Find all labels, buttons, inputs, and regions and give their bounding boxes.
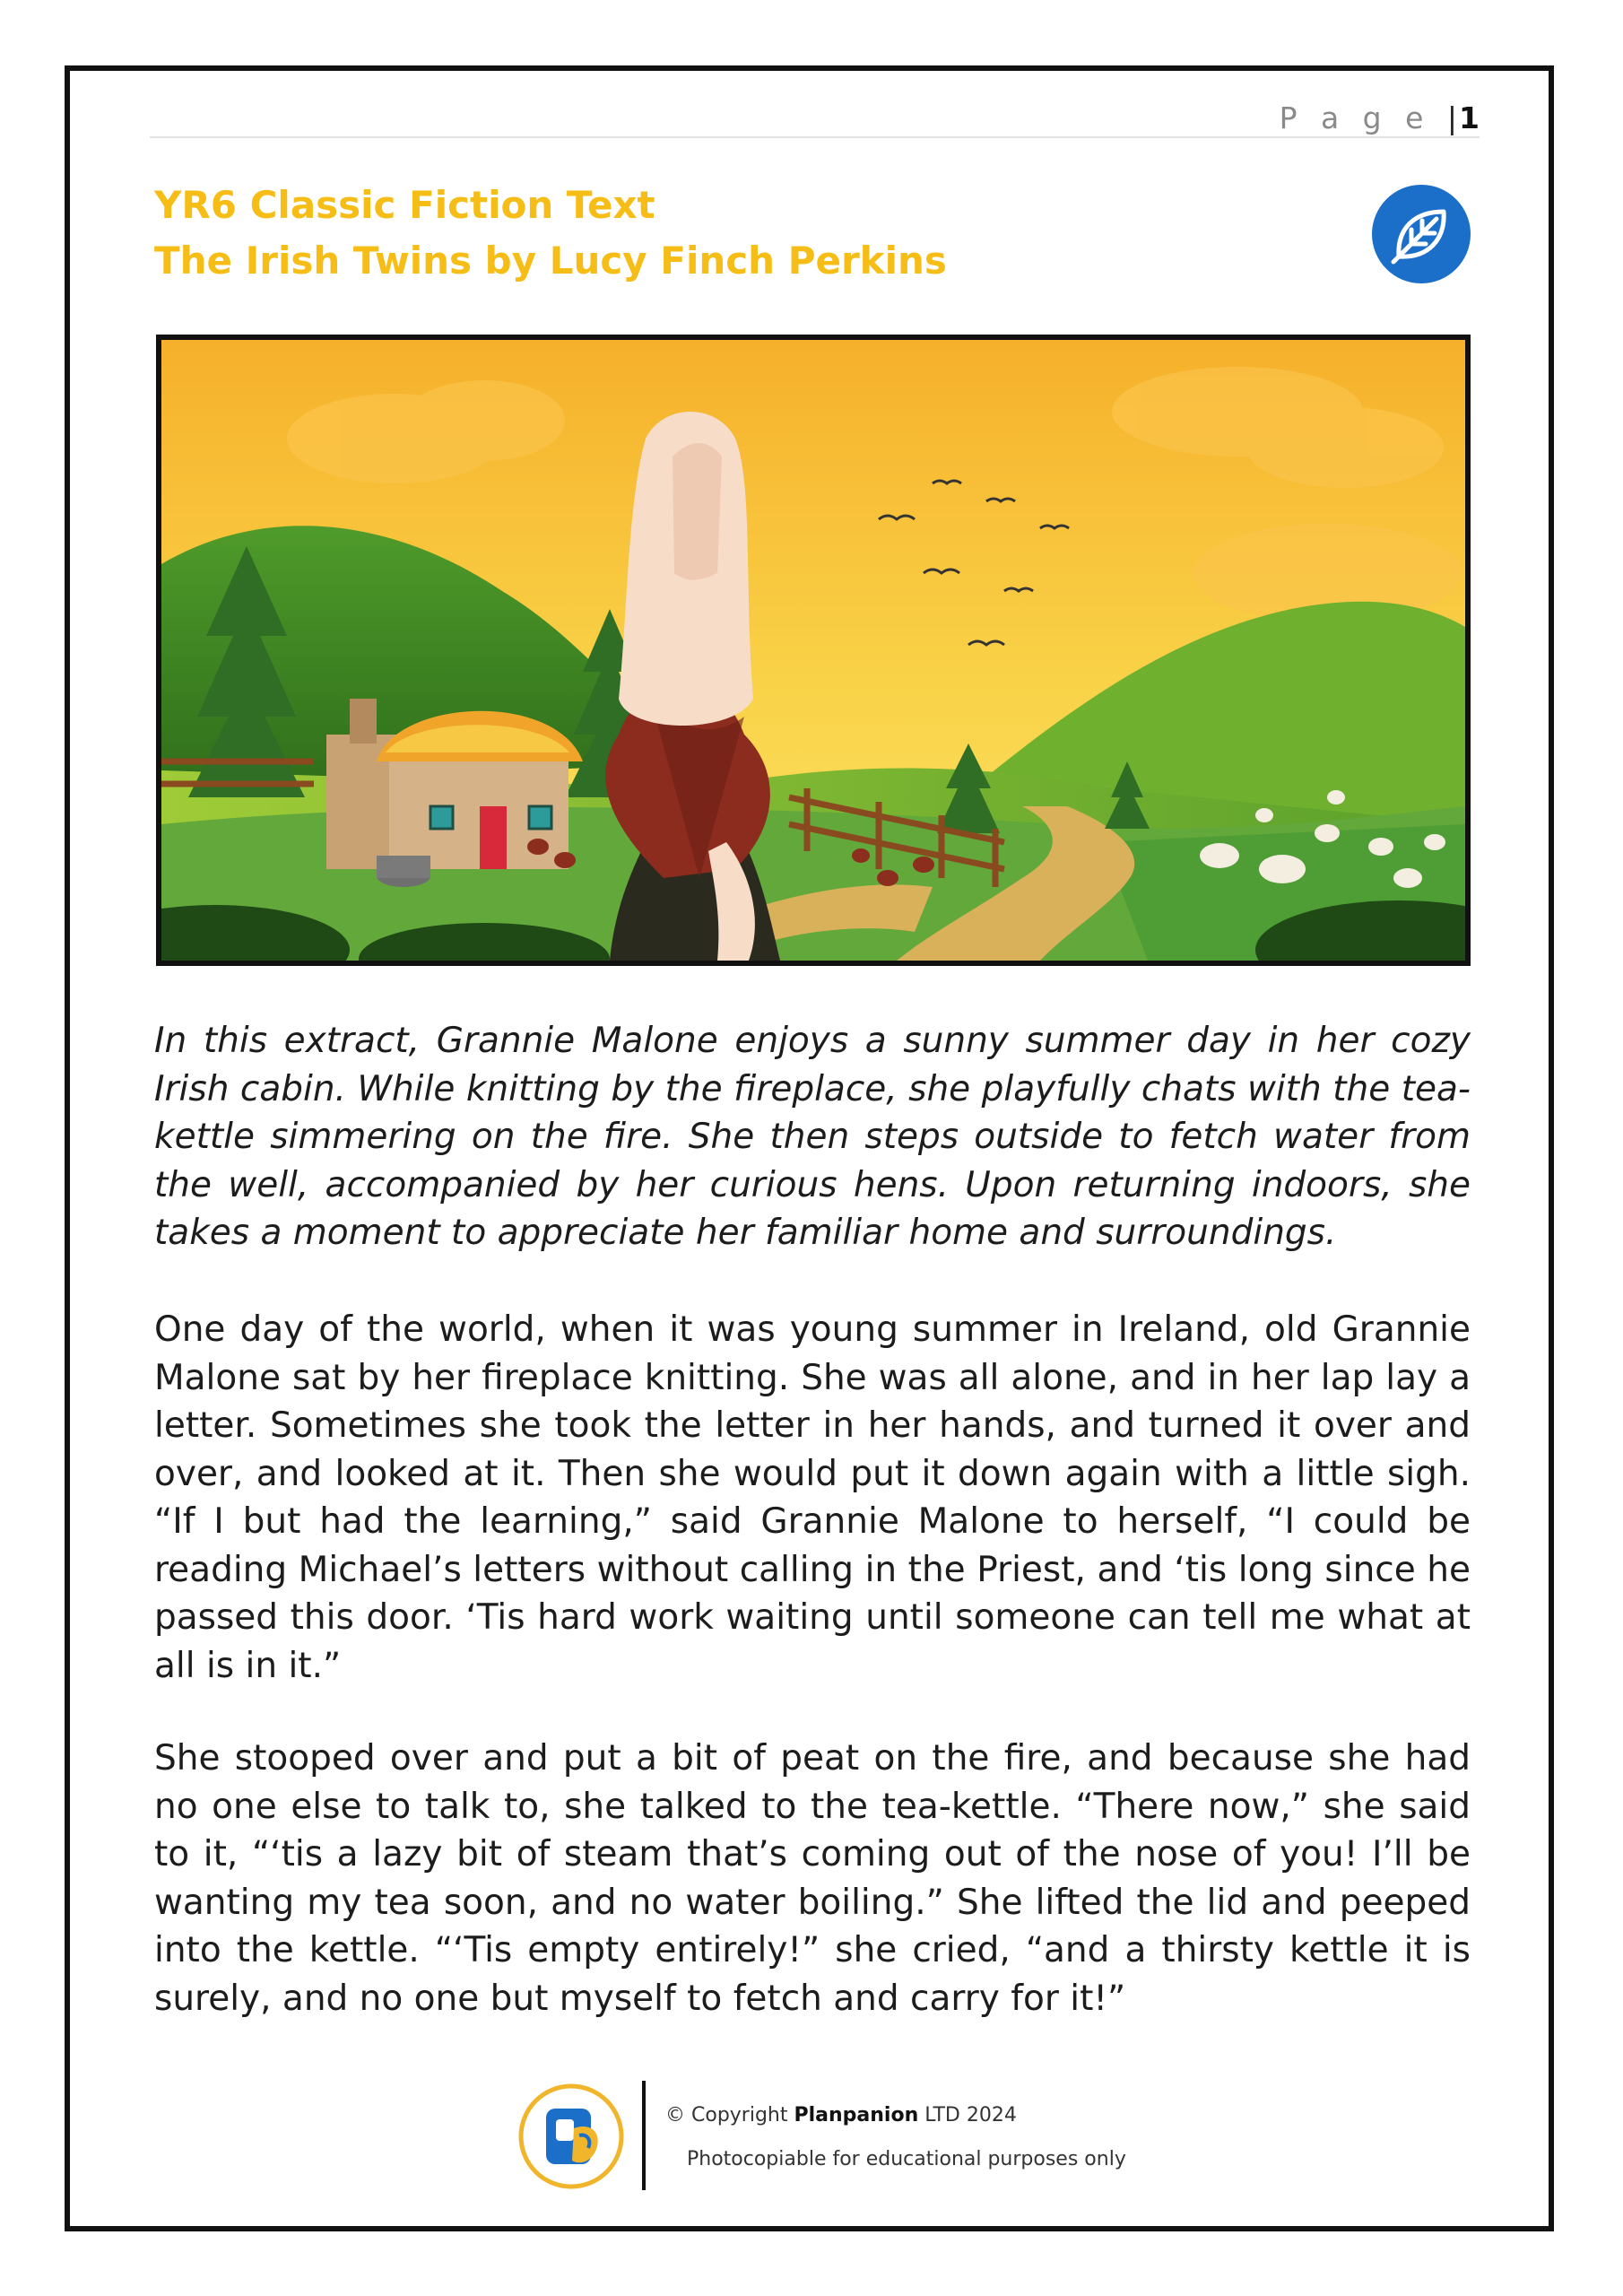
- title-line-2: The Irish Twins by Lucy Finch Perkins: [154, 239, 947, 283]
- page-title: [154, 178, 947, 289]
- paragraph-1: One day of the world, when it was young summer in Ireland, old Grannie Malone sat by her fireplace knitting. She was all alone, and in her lap lay a letter. Sometimes she took the letter in her hands, and turned it over and over, and looked at it. Then she would put it down again with a little sigh. “If I but had the learning,” said Grannie Malone to herself, “I could be reading Michael’s letters without calling in the Priest, and ‘tis long since he passed this door. ‘Tis hard work waiting until someone can tell me what at all is in it.”: [154, 1309, 1471, 1686]
- leaf-icon: [1372, 185, 1471, 283]
- copyright-text: [665, 2104, 1017, 2126]
- header-rule: [150, 136, 1480, 138]
- page-number-header: [1280, 100, 1480, 135]
- page-separator: |: [1446, 100, 1460, 135]
- brand-name: Planpanion: [794, 2104, 919, 2126]
- title-line-1: YR6 Classic Fiction Text: [154, 183, 655, 227]
- copyright-suffix: LTD 2024: [924, 2104, 1017, 2126]
- intro-summary: In this extract, Grannie Malone enjoys a sunny summer day in her cozy Irish cabin. While knitting by the fireplace, she playfully chats with the tea-kettle simmering on the fire. She then steps outside to fetch water from the well, accompanied by her curious hens. Upon returning indoors, she takes a moment to appreciate her familiar home and surroundings.: [154, 1021, 1471, 1253]
- page-label: P a g e: [1279, 100, 1431, 135]
- photocopy-note: Photocopiable for educational purposes only: [687, 2148, 1126, 2170]
- footer-divider: [642, 2081, 646, 2190]
- paragraph-2: She stooped over and put a bit of peat on the fire, and because she had no one else to talk to, she talked to the tea-kettle. “There now,” she said to it, “‘tis a lazy bit of steam that’s coming out of the nose of you! I’ll be wanting my tea soon, and no water boiling.” She lifted the lid and peeped into the kettle. “‘Tis empty entirely!” she cried, “and a thirsty kettle it is surely, and no one but myself to fetch and carry for it!”: [154, 1738, 1471, 2019]
- page-number: 1: [1459, 100, 1480, 135]
- cottage-landscape-illustration: [156, 335, 1471, 966]
- copyright-prefix: © Copyright: [665, 2104, 788, 2126]
- planpanion-logo-icon: [518, 2083, 624, 2189]
